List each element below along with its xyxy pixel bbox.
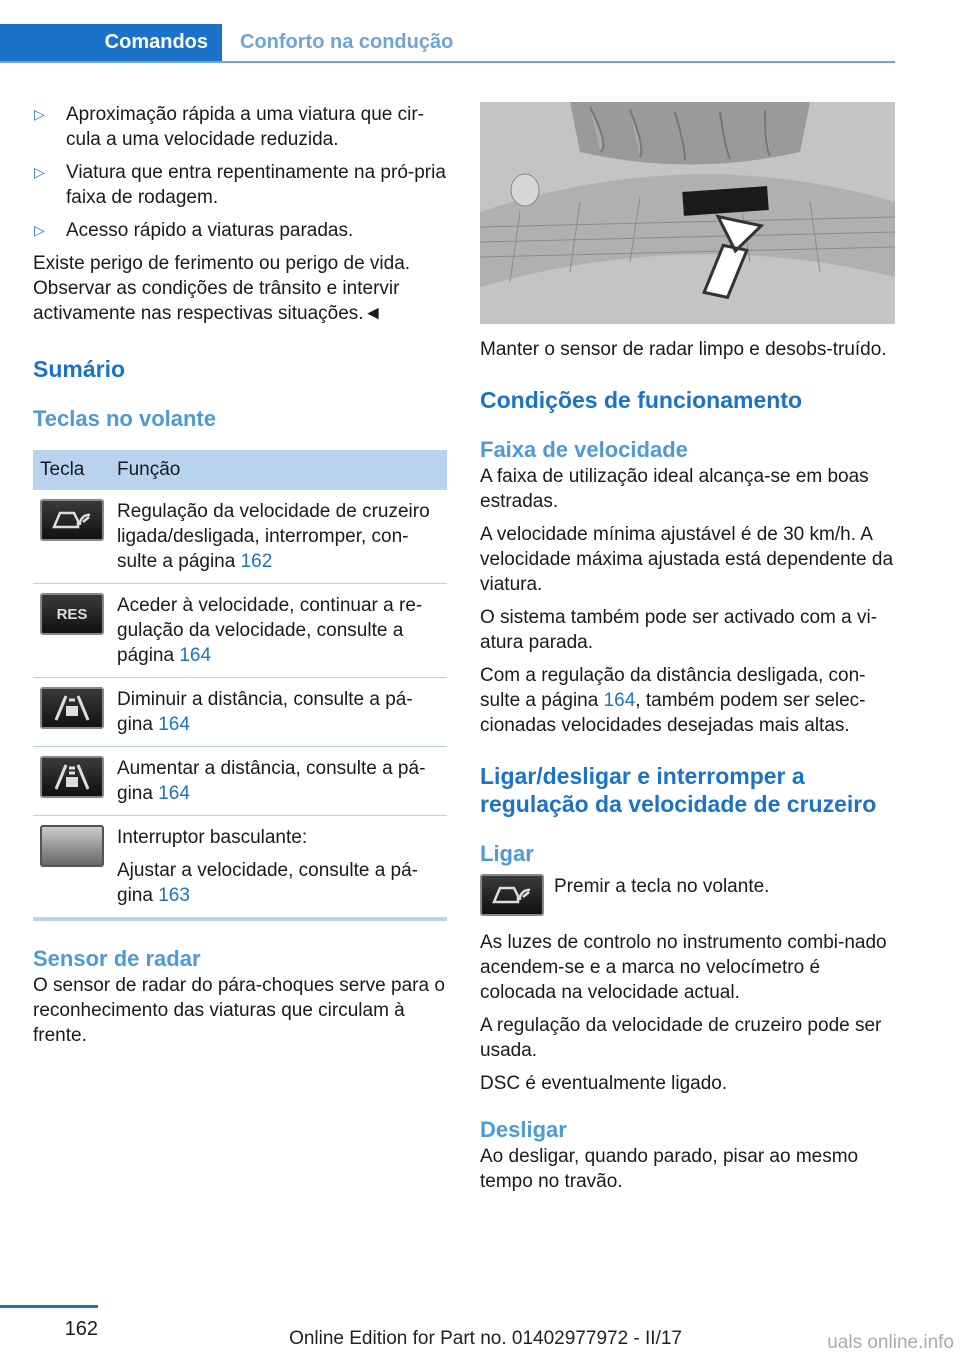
heading-desligar: Desligar	[480, 1117, 567, 1142]
heading-ligar-desligar: Ligar/desligar e interromper a regulação da velocidade de cruzeiro	[480, 763, 877, 817]
paragraph: O sistema também pode ser activado com a vi-atura parada.	[480, 607, 878, 653]
paragraph: Ao desligar, quando parado, pisar ao mesmo tempo no travão.	[480, 1146, 859, 1192]
paragraph: DSC é eventualmente ligado.	[480, 1073, 728, 1094]
ligar-row	[480, 874, 895, 916]
cruise-control-key-icon	[480, 874, 544, 916]
page-number: 162	[64, 1318, 98, 1340]
cruise-control-key-icon	[40, 499, 104, 541]
column-header-tecla: Tecla	[40, 459, 85, 480]
table-row: Interruptor basculante: Ajustar a velocidade, consulte a pá-gina 163	[33, 816, 447, 917]
left-column	[33, 102, 447, 1056]
page-link[interactable]: 164	[158, 714, 190, 735]
warning-text: Existe perigo de ferimento ou perigo de vida. Observar as condições de trânsito e intervir activamente nas respectivas situações.◄	[33, 253, 411, 324]
heading-teclas-no-volante: Teclas no volante	[33, 406, 216, 431]
heading-sensor-de-radar: Sensor de radar	[33, 946, 201, 971]
triangle-bullet-icon: ▷	[34, 164, 45, 180]
page-link[interactable]: 164	[179, 645, 212, 666]
edition-text: Online Edition for Part no. 01402977972 - II/17	[289, 1328, 682, 1349]
paragraph: A regulação da velocidade de cruzeiro pode ser usada.	[480, 1015, 882, 1061]
heading-faixa-de-velocidade: Faixa de velocidade	[480, 437, 688, 462]
site-watermark: uals online.info	[827, 1332, 954, 1353]
paragraph: A faixa de utilização ideal alcança-se em boas estradas.	[480, 466, 869, 512]
table-row: Aumentar a distância, consulte a pá-gina 164	[33, 747, 447, 816]
header-tab-bar	[0, 24, 895, 63]
res-key-icon: RES	[40, 593, 104, 635]
table-header	[33, 450, 447, 490]
tab-conforto-na-conducao[interactable]: Conforto na condução	[240, 31, 454, 53]
page-link[interactable]: 163	[158, 885, 190, 906]
rocker-switch-icon	[40, 825, 104, 867]
paragraph: As luzes de controlo no instrumento combi-nado acendem-se e a marca no velocímetro é colocada na velocidade actual.	[480, 932, 887, 1003]
paragraph: Com a regulação da distância desligada, con-sulte a página 164, também podem ser selec-cionadas velocidades desejadas mais altas.	[480, 665, 866, 736]
heading-sumario: Sumário	[33, 356, 126, 382]
radar-sensor-photo	[480, 102, 895, 324]
page-link[interactable]: 164	[158, 783, 190, 804]
ligar-text: Premir a tecla no volante.	[554, 876, 770, 897]
heading-condicoes: Condições de funcionamento	[480, 387, 803, 413]
sensor-text: O sensor de radar do pára-choques serve para o reconhecimento das viaturas que circulam à frente.	[33, 975, 445, 1046]
table-row: RES Aceder à velocidade, continuar a re-gulação da velocidade, consulte a página 164	[33, 584, 447, 678]
distance-decrease-key-icon	[40, 687, 104, 729]
triangle-bullet-icon: ▷	[34, 106, 45, 122]
triangle-bullet-icon: ▷	[34, 222, 45, 238]
page-link[interactable]: 164	[603, 690, 636, 711]
list-item: ▷ Aproximação rápida a uma viatura que cir-cula a uma velocidade reduzida.	[34, 104, 425, 150]
tab-comandos[interactable]: Comandos	[0, 24, 222, 61]
page-link[interactable]: 162	[240, 551, 273, 572]
column-header-funcao: Função	[117, 459, 181, 480]
right-column	[480, 102, 895, 1202]
table-row: Diminuir a distância, consulte a pá-gina 164	[33, 678, 447, 747]
table-row: Regulação da velocidade de cruzeiro ligada/desligada, interromper, con-sulte a página 162	[33, 490, 447, 584]
heading-ligar: Ligar	[480, 841, 534, 866]
keys-table	[33, 450, 447, 921]
photo-caption: Manter o sensor de radar limpo e desobs-truído.	[480, 339, 887, 360]
footer-divider	[0, 1305, 98, 1308]
distance-increase-key-icon	[40, 756, 104, 798]
list-item: ▷ Acesso rápido a viaturas paradas.	[34, 220, 354, 241]
paragraph: A velocidade mínima ajustável é de 30 km/h. A velocidade máxima ajustada está dependente da viatura.	[480, 524, 894, 595]
list-item: ▷ Viatura que entra repentinamente na pró-pria faixa de rodagem.	[34, 162, 446, 208]
